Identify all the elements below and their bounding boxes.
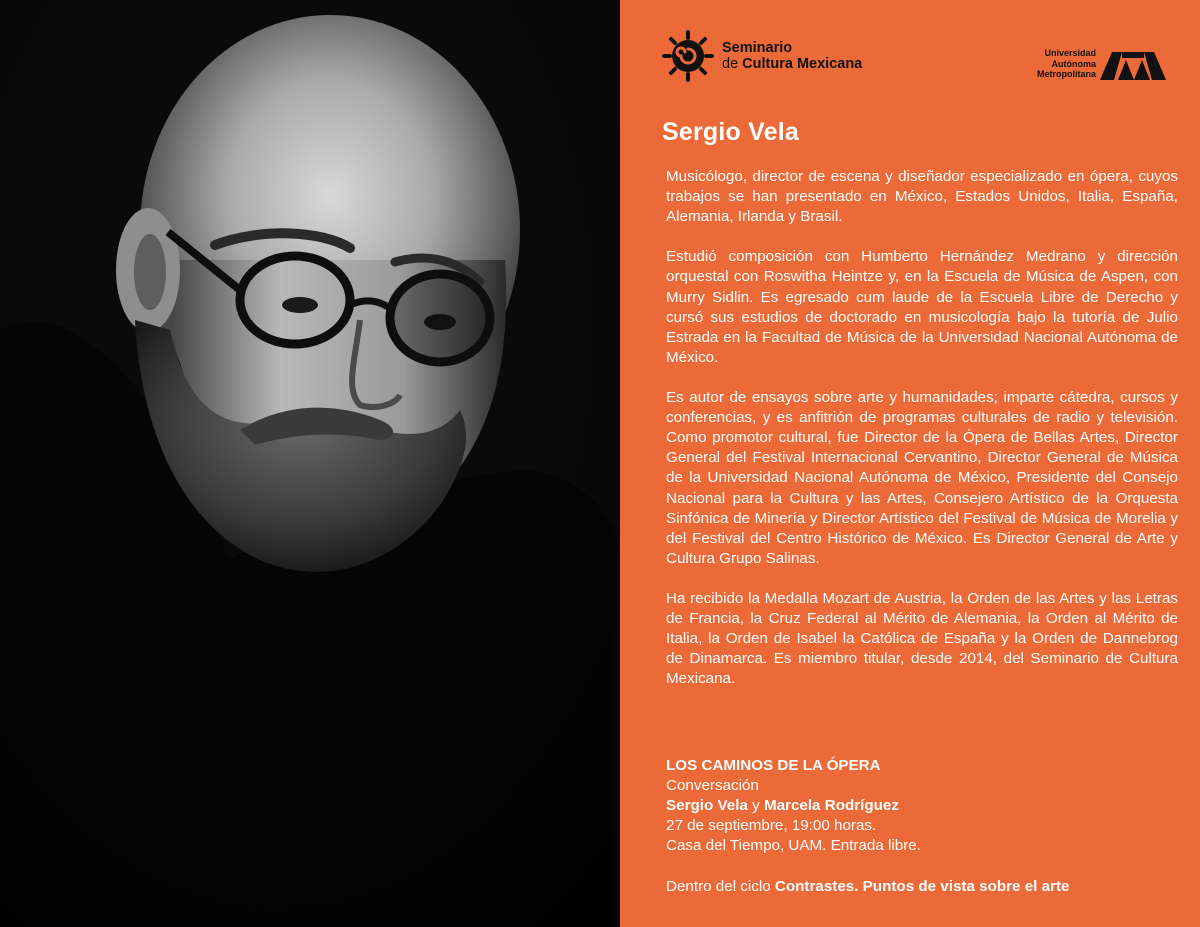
logo-line-1: Seminario [722, 40, 793, 56]
uam-line-3: Metropolitana [1036, 69, 1096, 79]
person-name: Sergio Vela [662, 118, 799, 146]
logo-line-2-bold: Cultura Mexicana [742, 56, 863, 72]
biography [666, 167, 1178, 710]
speaker-1: Sergio Vela [666, 797, 748, 815]
cycle-info [666, 877, 1186, 897]
info-panel [620, 0, 1200, 927]
logo-line-2-prefix: de [722, 56, 743, 72]
cycle-prefix: Dentro del ciclo [666, 878, 775, 895]
uam-line-2: Autónoma [1051, 58, 1096, 69]
bio-paragraph-1: Musicólogo, director de escena y diseñador especializado en ópera, cuyos trabajos se han presentado en México, Estados Unidos, Italia, España, Alemania, Irlanda y Brasil. [666, 168, 1178, 226]
uam-line-1: Universidad [1044, 48, 1096, 58]
event-type: Conversación [666, 777, 759, 795]
speaker-connector: y [747, 797, 764, 815]
event-speakers [666, 796, 1186, 816]
event-title: LOS CAMINOS DE LA ÓPERA [666, 757, 881, 774]
event-info [666, 756, 1186, 856]
speaker-2: Marcela Rodríguez [763, 797, 899, 815]
event-place: Casa del Tiempo, UAM. Entrada libre. [666, 837, 921, 855]
event-date: 27 de septiembre, 19:00 horas. [666, 817, 877, 835]
seminario-logo-text [722, 40, 862, 72]
logo-line-2 [722, 56, 862, 72]
cycle-name: Contrastes. Puntos de vista sobre el arte [774, 878, 1070, 895]
bio-paragraph-4: Ha recibido la Medalla Mozart de Austria, la Orden de las Artes y las Letras de Francia, la Cruz Federal al Mérito de Alemania, la Orden al Mérito de Italia, la Orden de Isabel la Católica de España y la Orden de Dannebrog de Dinamarca. Es miembro titular, desde 2014, del Seminario de Cultura Mexicana. [666, 589, 1178, 688]
bio-paragraph-2: Estudió composición con Humberto Hernández Medrano y dirección orquestal con Roswitha Heintze y, en la Escuela de Música de Aspen, con Murry Sidlin. Es egresado cum laude de la Escuela Libre de Derecho y cursó sus estudios de doctorado en musicología bajo la tutoría de Julio Estrada en la Facultad de Música de la Universidad Nacional Autónoma de México. [666, 248, 1178, 366]
uam-logo [1018, 48, 1168, 94]
spiral-sun-icon [662, 30, 714, 82]
uam-logo-icon [1100, 52, 1166, 80]
uam-logo-text [1018, 48, 1096, 80]
seminario-logo [662, 30, 882, 82]
bio-paragraph-3: Es autor de ensayos sobre arte y humanidades; imparte cátedra, cursos y conferencias, y es anfitrión de programas culturales de radio y televisión. Como promotor cultural, fue Director de la Ópera de Bellas Artes, Director General del Festival Internacional Cervantino, Director General de Música de la Universidad Nacional Autónoma de México, Presidente del Consejo Nacional para la Cultura y las Artes, Consejero Artístico de la Orquesta Sinfónica de Minería y Director Artístico del Festival de Música de Morelia y del Festival del Centro Histórico de México. Es Director General de Arte y Cultura Grupo Salinas. [666, 389, 1178, 567]
